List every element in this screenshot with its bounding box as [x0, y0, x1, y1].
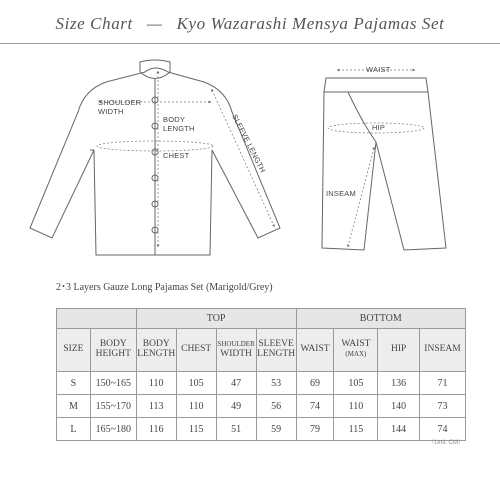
title-left: Size Chart	[55, 14, 133, 33]
table-header-row	[57, 329, 466, 372]
waist-label: WAIST	[366, 65, 391, 74]
cell-body-height: 155~170	[90, 395, 136, 418]
pants-outline	[322, 78, 446, 250]
table-row	[57, 395, 466, 418]
cell-body-length: 113	[136, 395, 176, 418]
sleeve-length-label: SLEEVE LENGTH	[230, 112, 268, 175]
cell-size: S	[57, 372, 91, 395]
cell-waist-max: 115	[334, 418, 378, 441]
cell-shoulder-width: 51	[216, 418, 256, 441]
title-right: Kyo Wazarashi Mensya Pajamas Set	[176, 14, 445, 33]
table-group-row	[57, 309, 466, 329]
inseam-label: INSEAM	[326, 189, 356, 198]
cell-inseam: 71	[420, 372, 466, 395]
cell-shoulder-width: 47	[216, 372, 256, 395]
cell-body-length: 116	[136, 418, 176, 441]
size-table	[56, 308, 466, 441]
header-body-length: BODY LENGTH	[136, 329, 176, 372]
cell-body-length: 110	[136, 372, 176, 395]
page-title	[0, 14, 500, 34]
cell-hip: 144	[378, 418, 420, 441]
unit-note: （Unit: CM）	[428, 440, 464, 446]
shoulder-label-1: SHOULDER	[98, 98, 142, 107]
cell-waist: 79	[296, 418, 334, 441]
cell-waist: 74	[296, 395, 334, 418]
header-waist: WAIST	[296, 329, 334, 372]
table-row	[57, 372, 466, 395]
cell-inseam: 74	[420, 418, 466, 441]
cell-size: L	[57, 418, 91, 441]
cell-waist-max: 110	[334, 395, 378, 418]
group-bottom: BOTTOM	[296, 309, 465, 329]
chest-label: CHEST	[163, 151, 190, 160]
cell-chest: 105	[176, 372, 216, 395]
cell-inseam: 73	[420, 395, 466, 418]
garment-diagram	[0, 50, 500, 270]
shoulder-label-2: WIDTH	[98, 107, 124, 116]
cell-sleeve-length: 53	[256, 372, 296, 395]
table-row	[57, 418, 466, 441]
cell-size: M	[57, 395, 91, 418]
cell-hip: 136	[378, 372, 420, 395]
cell-sleeve-length: 56	[256, 395, 296, 418]
title-dash: —	[146, 14, 163, 33]
cell-body-height: 150~165	[90, 372, 136, 395]
cell-chest: 110	[176, 395, 216, 418]
hip-label: HIP	[372, 123, 386, 132]
shirt-outline	[30, 60, 280, 255]
cell-waist-max: 105	[334, 372, 378, 395]
header-waist-max: WAIST (MAX)	[334, 329, 378, 372]
pants-measure-lines	[328, 70, 424, 246]
body-length-label-2: LENGTH	[163, 124, 195, 133]
cell-sleeve-length: 59	[256, 418, 296, 441]
cell-chest: 115	[176, 418, 216, 441]
group-top: TOP	[136, 309, 296, 329]
product-subtitle: 2･3 Layers Gauze Long Pajamas Set (Marigold/Grey)	[56, 282, 273, 293]
group-blank-cell	[57, 309, 137, 329]
cell-body-height: 165~180	[90, 418, 136, 441]
header-chest: CHEST	[176, 329, 216, 372]
cell-waist: 69	[296, 372, 334, 395]
header-body-height: BODY HEIGHT	[90, 329, 136, 372]
cell-shoulder-width: 49	[216, 395, 256, 418]
header-size: SIZE	[57, 329, 91, 372]
header-sleeve-length: SLEEVE LENGTH	[256, 329, 296, 372]
header-inseam: INSEAM	[420, 329, 466, 372]
header-shoulder-width: SHOULDER WIDTH	[216, 329, 256, 372]
body-length-label-1: BODY	[163, 115, 186, 124]
cell-hip: 140	[378, 395, 420, 418]
header-hip: HIP	[378, 329, 420, 372]
title-divider	[0, 43, 500, 44]
